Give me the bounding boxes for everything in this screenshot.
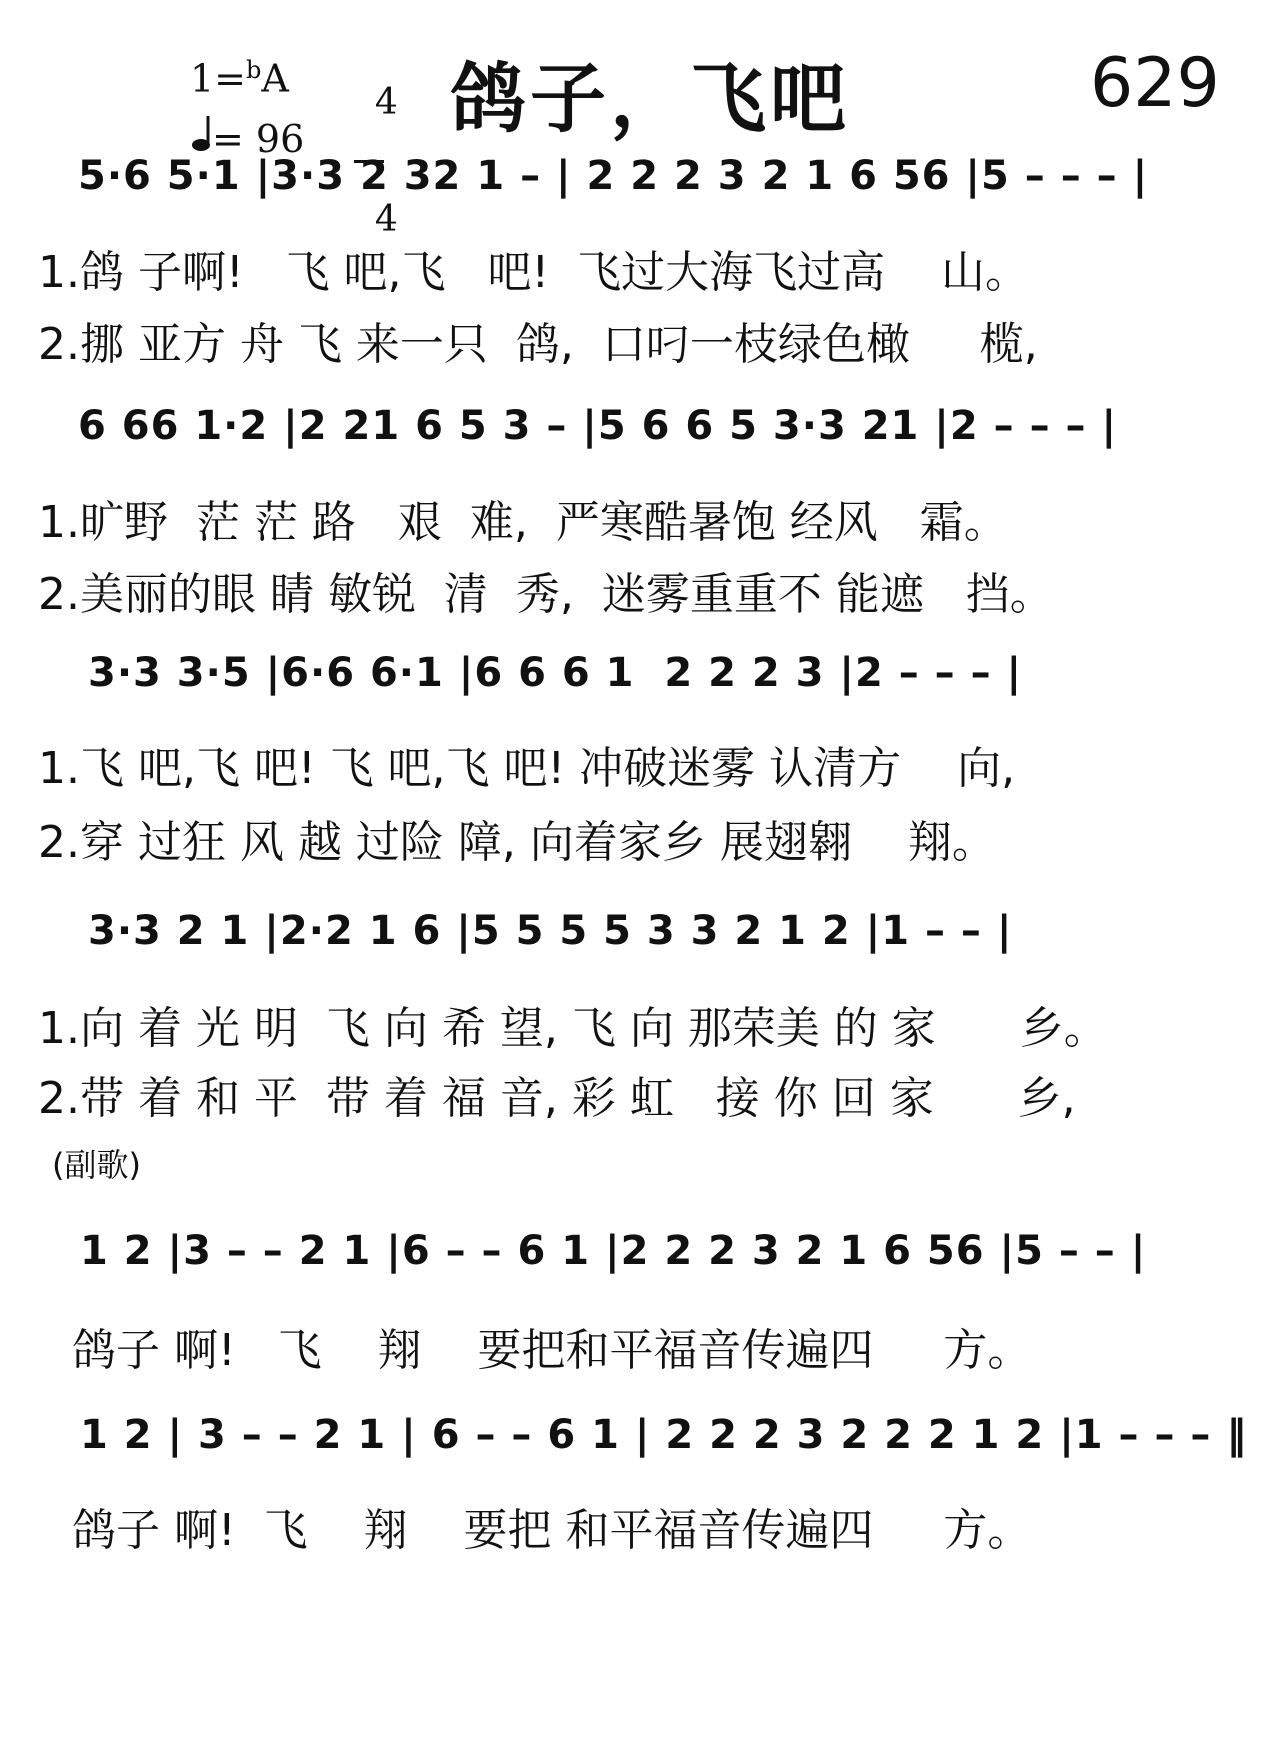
lyric-line-2-verse-2: 2.美丽的眼 睛 敏锐 清 秀, 迷雾重重不 能遮 挡。 xyxy=(38,569,1054,620)
lyric-line-3-verse-2: 2.穿 过狂 风 越 过险 障, 向着家乡 展翅翱 翔。 xyxy=(38,817,996,868)
key-prefix: 1= xyxy=(190,56,247,101)
notation-line-3: 3·3 3·5 |6·6 6·1 |6 6 6 1 2 2 2 3 |2 – – – | xyxy=(88,650,1023,696)
tempo-value: = 96 xyxy=(212,117,305,161)
meter-top: 4 xyxy=(374,82,398,123)
song-title: 鸽子，飞吧 xyxy=(450,54,850,143)
lyric-line-6: 鸽子 啊! 飞 翔 要把 和平福音传遍四 方。 xyxy=(72,1505,1032,1556)
notation-line-6: 1 2 | 3 – – 2 1 | 6 – – 6 1 | 2 2 2 3 2 2 2 1 2 |1 – – – ‖ xyxy=(80,1412,1248,1458)
notation-line-2: 6 66 1·2 |2 21 6 5 3 – |5 6 6 5 3·3 21 |2 – – – | xyxy=(78,403,1118,449)
notation-line-1: 5·6 5·1 |3·3 2 32 1 – | 2 2 2 3 2 1 6 56 |5 – – – | xyxy=(78,153,1149,199)
time-signature xyxy=(352,46,398,240)
key-note: A xyxy=(261,56,289,101)
refrain-label: (副歌) xyxy=(52,1146,141,1184)
hymn-number: 629 xyxy=(1090,44,1220,123)
lyric-line-5: 鸽子 啊! 飞 翔 要把和平福音传遍四 方。 xyxy=(72,1325,1032,1376)
notation-line-4: 3·3 2 1 |2·2 1 6 |5 5 5 5 3 3 2 1 2 |1 – – | xyxy=(88,908,1013,954)
lyric-line-2-verse-1: 1.旷野 茫 茫 路 艰 难, 严寒酷暑饱 经风 霜。 xyxy=(38,497,1008,548)
quarter-note-icon xyxy=(190,114,212,152)
key-signature xyxy=(190,56,289,101)
lyric-line-4-verse-1: 1.向 着 光 明 飞 向 希 望, 飞 向 那荣美 的 家 乡。 xyxy=(38,1003,1108,1054)
meter-bottom: 4 xyxy=(374,199,398,240)
lyric-line-3-verse-1: 1.飞 吧,飞 吧! 飞 吧,飞 吧! 冲破迷雾 认清方 向, xyxy=(38,743,1016,794)
flat-sign: b xyxy=(246,56,262,84)
lyric-line-1-verse-2: 2.挪 亚方 舟 飞 来一只 鸽, 口叼一枝绿色橄 榄, xyxy=(38,319,1038,370)
lyric-line-1-verse-1: 1.鸽 子啊! 飞 吧,飞 吧! 飞过大海飞过高 山。 xyxy=(38,247,1030,298)
lyric-line-4-verse-2: 2.带 着 和 平 带 着 福 音, 彩 虹 接 你 回 家 乡, xyxy=(38,1073,1076,1124)
notation-line-5: 1 2 |3 – – 2 1 |6 – – 6 1 |2 2 2 3 2 1 6 56 |5 – – | xyxy=(80,1228,1147,1274)
